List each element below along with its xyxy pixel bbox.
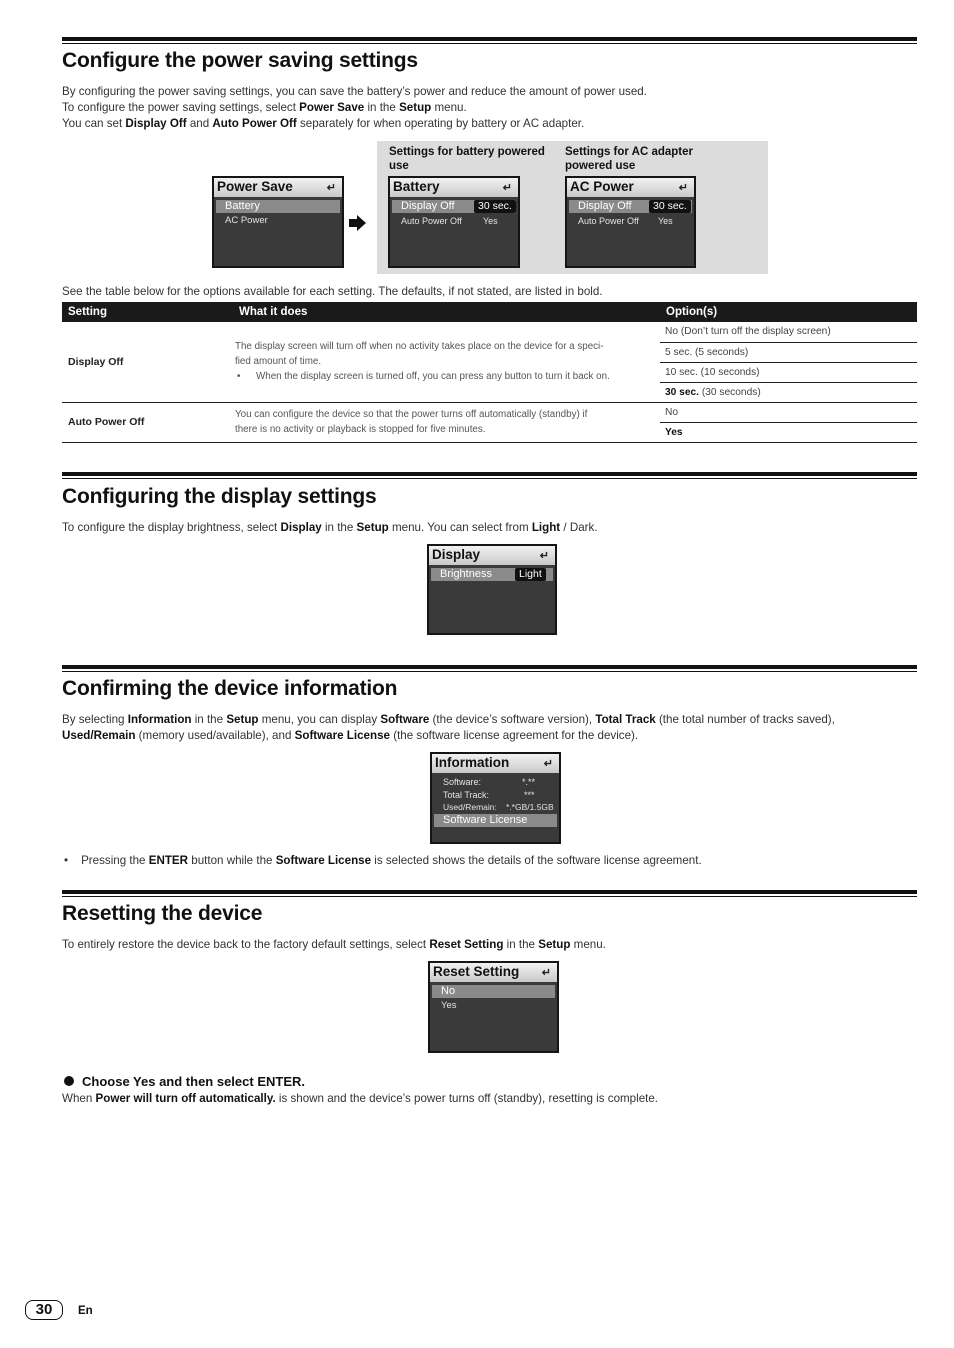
- option-default: 30 sec. (30 seconds): [660, 382, 917, 402]
- power-intro-1: By configuring the power saving settings, you can save the battery’s power and reduce the amount of power used.: [62, 85, 647, 98]
- option-default: Yes: [660, 422, 917, 442]
- return-icon: ↵: [543, 758, 553, 770]
- return-icon: ↵: [678, 182, 688, 194]
- info-text: By selecting Information in the Setup menu, you can display Software (the device’s software version), Total Track (the total number of tracks saved), Used/Remain (memory used/available), and Software License (the software license agreement for the device).: [62, 713, 835, 742]
- info-row: Used/Remain: *.*GB/1.5GB: [443, 802, 554, 812]
- info-bullet: • Pressing the ENTER button while the Software License is selected shows the details of the software license agreement.: [64, 854, 702, 867]
- options-table: [62, 302, 917, 443]
- value-box: 30 sec.: [474, 200, 516, 213]
- bullet-dot-icon: •: [237, 371, 241, 383]
- setting-description: The display screen will turn off when no activity takes place on the device for a speci- fied amount of time. • When the display screen is turned off, you can press any button to turn it back on.: [233, 322, 660, 402]
- caption-battery: Settings for battery powered use: [389, 146, 545, 172]
- arrow-right-icon: [349, 215, 367, 231]
- table-header: Option(s): [660, 302, 917, 322]
- return-icon: ↵: [541, 967, 551, 979]
- display-screen: [427, 544, 557, 635]
- screen-title: Power Save ↵: [214, 178, 342, 197]
- menu-item: Auto Power Off Yes: [401, 216, 498, 226]
- battery-screen: [388, 176, 520, 268]
- power-save-screen: [212, 176, 344, 268]
- option: 10 sec. (10 seconds): [660, 362, 917, 382]
- selected-item: Display Off 30 sec.: [569, 200, 692, 213]
- selected-item: Display Off 30 sec.: [392, 200, 516, 213]
- bullet-dot-icon: [64, 1076, 74, 1086]
- option: No (Don’t turn off the display screen): [660, 322, 917, 342]
- section-rule: [62, 472, 917, 476]
- section-rule: [62, 890, 917, 894]
- reset-done: When Power will turn off automatically. is shown and the device’s power turns off (standby), resetting is complete.: [62, 1092, 659, 1105]
- bullet-dot-icon: •: [64, 854, 69, 867]
- ac-power-screen: [565, 176, 696, 268]
- display-text: To configure the display brightness, select Display in the Setup menu. You can select from Light / Dark.: [62, 521, 598, 534]
- option: No: [660, 402, 917, 422]
- menu-item: Auto Power Off Yes: [578, 216, 673, 226]
- section-title-display: Configuring the display settings: [62, 485, 377, 508]
- return-icon: ↵: [326, 182, 336, 194]
- section-rule: [62, 665, 917, 669]
- screen-title: Reset Setting ↵: [430, 963, 557, 982]
- selected-item: Brightness Light: [431, 568, 553, 581]
- selected-item: No: [432, 985, 555, 998]
- reset-step: Choose Yes and then select ENTER.: [64, 1074, 305, 1089]
- setting-name: Display Off: [62, 322, 233, 402]
- option: 5 sec. (5 seconds): [660, 342, 917, 362]
- reset-text: To entirely restore the device back to the factory default settings, select Reset Setting in the Setup menu.: [62, 938, 606, 951]
- menu-item: AC Power: [225, 215, 268, 226]
- section-rule: [62, 37, 917, 41]
- info-row: Total Track: ***: [443, 790, 535, 800]
- section-title-info: Confirming the device information: [62, 677, 398, 700]
- language-label: En: [78, 1305, 93, 1317]
- value-box: 30 sec.: [649, 200, 691, 213]
- selected-item: Software License: [434, 814, 557, 827]
- caption-ac: Settings for AC adapter powered use: [565, 146, 694, 172]
- return-icon: ↵: [502, 182, 512, 194]
- selected-item: Battery: [216, 200, 340, 213]
- screen-title: Display ↵: [429, 546, 555, 565]
- menu-item: Yes: [441, 1000, 457, 1011]
- information-screen: [430, 752, 561, 844]
- section-title-power: Configure the power saving settings: [62, 49, 418, 72]
- table-header: Setting: [62, 302, 233, 322]
- section-title-reset: Resetting the device: [62, 902, 263, 925]
- setting-description: You can configure the device so that the power turns off automatically (standby) if there is no activity or playback is stopped for five minutes.: [233, 402, 660, 442]
- table-intro: See the table below for the options available for each setting. The defaults, if not stated, are listed in bold.: [62, 285, 603, 298]
- info-row: Software: *.**: [443, 777, 536, 787]
- setting-name: Auto Power Off: [62, 402, 233, 442]
- value-box: Light: [515, 568, 546, 581]
- table-header: What it does: [233, 302, 660, 322]
- power-intro: [62, 84, 647, 132]
- reset-screen: [428, 961, 559, 1053]
- screen-title: AC Power ↵: [567, 178, 694, 197]
- power-intro-2: To configure the power saving settings, select Power Save in the Setup menu.: [62, 101, 467, 114]
- return-icon: ↵: [539, 550, 549, 562]
- screen-title: Information ↵: [432, 754, 559, 773]
- screen-title: Battery ↵: [390, 178, 518, 197]
- page-number: 30: [25, 1300, 63, 1320]
- power-intro-3: You can set Display Off and Auto Power Off separately for when operating by battery or AC adapter.: [62, 117, 585, 130]
